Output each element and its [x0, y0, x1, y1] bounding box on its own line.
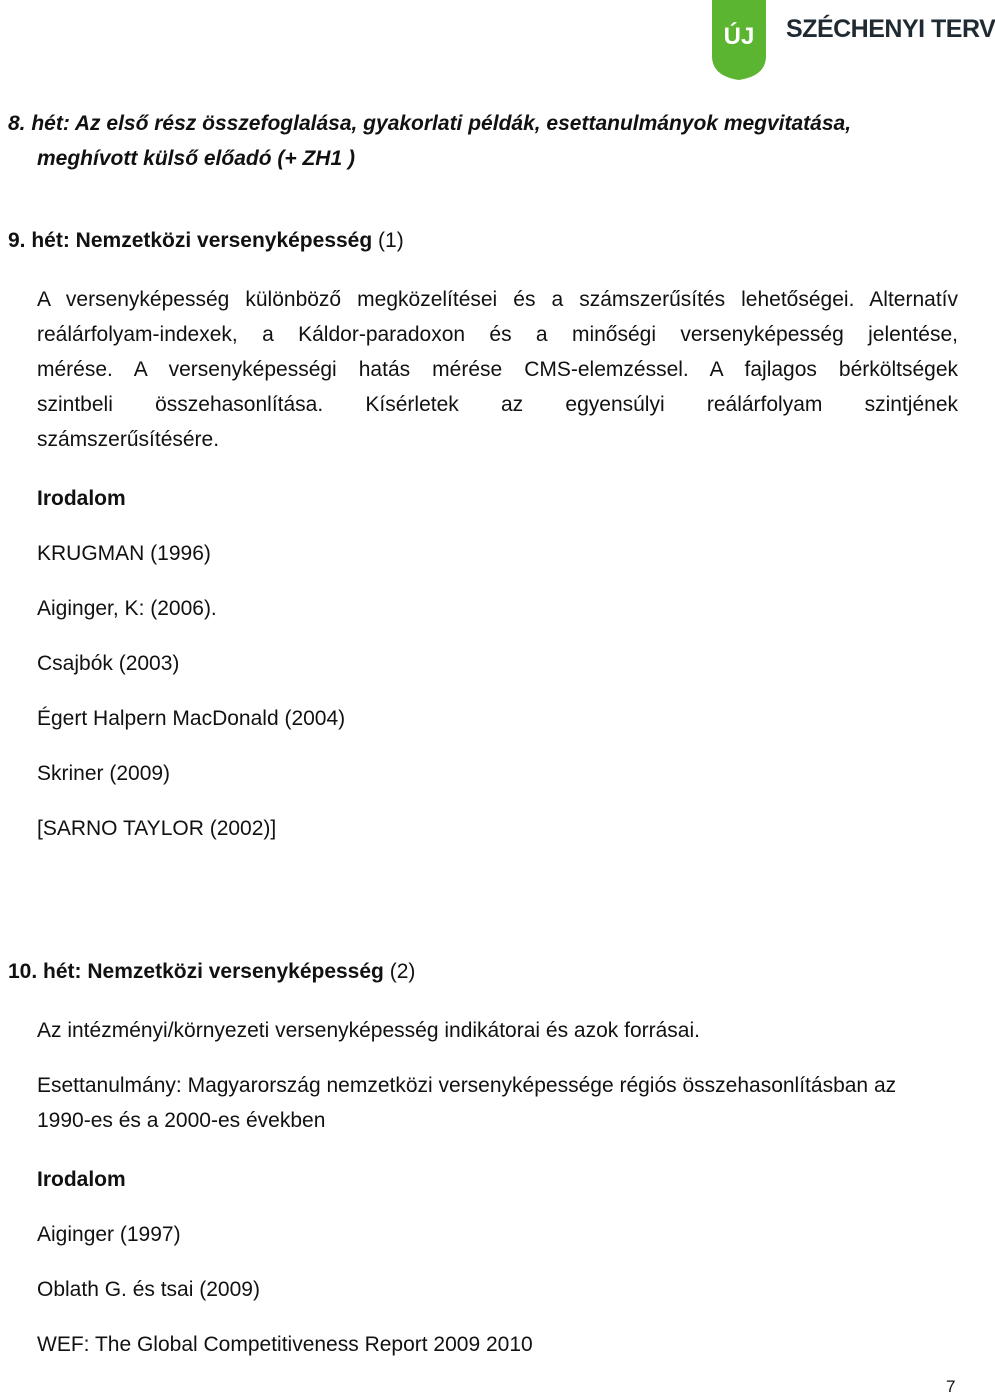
- logo-wordmark: SZÉCHENYI TERV: [786, 15, 995, 43]
- week10-title: hét: Nemzetközi versenyképesség: [43, 960, 384, 983]
- page-number: 7: [946, 1377, 956, 1396]
- week10-literature-item: Oblath G. és tsai (2009): [37, 1278, 260, 1301]
- week10-paragraph2-line: 1990-es és a 2000-es években: [37, 1109, 326, 1132]
- week10-number: 10.: [8, 960, 38, 983]
- week9-literature-item: Skriner (2009): [37, 762, 171, 785]
- week9-literature-item: Aiginger, K: (2006).: [37, 597, 217, 620]
- week8-heading-line1: 8. hét: Az első rész összefoglalása, gyakorlati példák, esettanulmányok megvitatása,: [8, 112, 852, 135]
- week9-heading: [8, 229, 404, 253]
- week10-literature-item: WEF: The Global Competitiveness Report 2009 2010: [37, 1333, 533, 1356]
- week9-literature-item: [SARNO TAYLOR (2002)]: [37, 817, 277, 840]
- week10-literature-heading: Irodalom: [37, 1168, 126, 1191]
- week10-paragraph2-line: Esettanulmány: Magyarország nemzetközi versenyképessége régiós összehasonlításban az: [37, 1074, 897, 1097]
- badge-text: ÚJ: [723, 23, 755, 50]
- week10-title-suffix: (2): [383, 960, 416, 983]
- week9-paragraph-line: A versenyképesség különböző megközelítései és a számszerűsítés lehetőségei. Alternatív: [37, 288, 958, 311]
- week9-paragraph-line: mérése. A versenyképességi hatás mérése CMS-elemzéssel. A fajlagos bérköltségek: [37, 358, 958, 381]
- week9-number: 9.: [8, 229, 26, 252]
- week9-literature-heading: Irodalom: [37, 487, 126, 510]
- week10-literature-item: Aiginger (1997): [37, 1223, 181, 1246]
- week9-literature-item: KRUGMAN (1996): [37, 542, 211, 565]
- week9-title: hét: Nemzetközi versenyképesség: [31, 229, 373, 252]
- week8-heading-line2: meghívott külső előadó (+ ZH1 ): [37, 147, 355, 170]
- uj-badge-icon: [712, 0, 766, 80]
- week9-literature-item: Égert Halpern MacDonald (2004): [37, 707, 346, 730]
- week9-title-suffix: (1): [372, 229, 404, 252]
- week9-paragraph-line: szintbeli összehasonlítása. Kísérletek az egyensúlyi reálárfolyam szintjének: [37, 393, 958, 416]
- week9-paragraph-line: reálárfolyam-indexek, a Káldor-paradoxon és a minőségi versenyképesség jelentése,: [37, 323, 958, 346]
- week9-literature-item: Csajbók (2003): [37, 652, 180, 675]
- week10-heading: [8, 960, 415, 984]
- szechenyi-terv-logo: [708, 0, 995, 80]
- week9-paragraph-line: számszerűsítésére.: [37, 428, 220, 451]
- week10-paragraph1: Az intézményi/környezeti versenyképesség indikátorai és azok forrásai.: [37, 1019, 700, 1042]
